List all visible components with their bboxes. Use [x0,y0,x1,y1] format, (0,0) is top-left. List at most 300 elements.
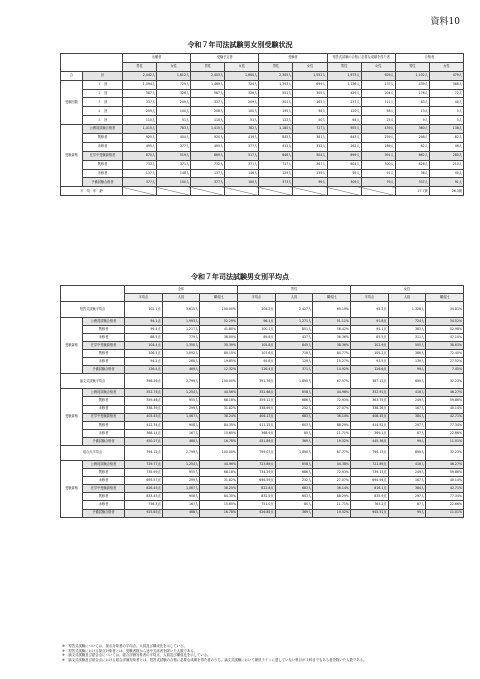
value-cell: 1,600人 [225,71,259,80]
value-cell: 858人 [275,461,313,469]
value-cell: 139人 [293,169,327,178]
table2-title: 令和７年司法試験男女別平均点 [191,273,289,281]
column-group-header: 出願者 [123,54,191,63]
value-cell: 391人 [361,151,395,160]
row-label: 未修者 [83,357,125,365]
value-cell: 12.32% [200,365,238,373]
value-cell: 19.52% [313,509,351,517]
value-cell: 955人 [327,125,361,134]
value-cell: 371人 [225,160,259,169]
value-cell: 15.65% [200,429,238,437]
row-group-label: 受験資格 [61,125,83,187]
value-cell: 100.00% [200,302,238,318]
value-cell: 297人 [388,421,426,429]
value-cell: 1,993人 [162,317,200,325]
column-header: 構成比 [313,294,351,302]
value-cell: 794.13点 [350,445,388,461]
section-row [61,445,464,461]
value-cell: 99人 [388,509,426,517]
value-cell: 368.14点 [125,429,163,437]
avg-score-table [60,285,464,518]
table-row [61,421,464,429]
value-cell: 723.89点 [237,461,275,469]
value-cell: 5人 [429,107,463,116]
value-cell: 925.85点 [125,509,163,517]
value-cell: 383人 [388,325,426,333]
value-cell: 88.29% [313,493,351,501]
value-cell: 377人 [191,178,225,187]
table1-title: 令和７年司法試験男女別受験状況 [187,41,293,49]
table-row [61,341,464,349]
value-cell: 50人 [293,116,327,125]
value-cell: 36.14% [313,485,351,493]
value-cell: 5人 [429,116,463,125]
value-cell: 604人 [327,160,361,169]
value-cell: 724人 [388,317,426,325]
table-row [61,349,464,357]
section-heading: 総合点平均点 [61,445,125,461]
value-cell: 517人 [225,151,259,160]
value-cell: 96.1点 [237,317,275,325]
table-row [61,116,464,125]
value-cell: 352.76点 [125,389,163,397]
footnote: ※ 論文式試験及び総合点における総合評価対象者とは、短答式試験の合格に必要な成績を得た者のうち、論文式試験において最低ラインに達していない科目が１科目でもある者を除いた人数である。 [62,657,367,662]
value-cell: 94.1点 [125,317,163,325]
value-cell: 734.29点 [237,469,275,477]
column-header: 人員 [388,294,426,302]
value-cell: 27.7歳 [395,187,429,196]
value-cell: 32.23% [426,445,464,461]
value-cell: 411人 [259,142,293,151]
value-cell: 68.18% [200,397,238,405]
value-cell: 107.6点 [237,349,275,357]
value-cell: 40.14% [426,405,464,413]
value-cell: 99人 [388,437,426,445]
value-cell: 40人 [429,98,463,107]
value-cell: 429人 [327,89,361,98]
table-row [61,80,464,89]
value-cell: 44.56% [200,389,238,397]
row-label: 予備試験合格者 [83,509,125,517]
value-cell: 77.34% [426,493,464,501]
value-cell: 1,415人 [191,125,225,134]
value-cell: 11.01% [426,437,464,445]
value-cell: 301人 [259,98,293,107]
value-cell: 167人 [162,501,200,509]
value-cell: 1,469人 [191,80,225,89]
value-cell: 398.26点 [125,373,163,389]
value-cell: 2,427人 [275,302,313,318]
value-cell: 377人 [225,142,259,151]
value-cell: 36.36% [313,333,351,341]
row-label: 未修者 [83,477,125,485]
value-cell: 439人 [361,125,395,134]
value-cell: 869人 [191,151,225,160]
value-cell: 87人 [388,429,426,437]
value-cell: 11.01% [426,509,464,517]
row-label: 予備試験合格者 [83,178,123,187]
value-cell: 52.29% [200,317,238,325]
table-row [61,98,464,107]
value-cell: 377人 [123,178,157,187]
corner-cell [61,54,123,72]
value-cell: 139人 [388,357,426,365]
value-cell: 72人 [429,89,463,98]
value-cell: 338.69点 [237,405,275,413]
value-cell: 102.1点 [125,302,163,318]
column-group-header: 短答式試験の合格に必要な成績を得た者 [327,54,395,63]
value-cell: 363.75点 [350,397,388,405]
value-cell: 1,494人 [123,80,157,89]
value-cell: 100人 [225,107,259,116]
value-cell: 67.77% [313,445,351,461]
value-cell: 779人 [162,333,200,341]
value-cell: 27.52% [426,357,464,365]
value-cell: 899人 [388,373,426,389]
value-cell: 51人 [157,116,191,125]
row-label: 公務員試験合格者 [83,389,125,397]
value-cell: 683人 [275,413,313,421]
value-cell: 82人 [429,134,463,143]
row-label: 未修者 [83,142,123,151]
section-row [61,302,464,318]
value-cell: 15.27% [313,357,351,365]
value-cell: 237人 [327,98,361,107]
row-label: 既修者 [83,397,125,405]
value-cell: 695.57点 [125,477,163,485]
value-cell: 34.52% [426,317,464,325]
value-cell: 835.9点 [350,493,388,501]
value-cell: 129人 [259,169,293,178]
value-cell: 929人 [361,71,395,80]
value-cell: 88.29% [313,421,351,429]
value-cell: 756.3点 [125,501,163,509]
value-cell: 19.52% [313,437,351,445]
value-cell: 338.26点 [350,405,388,413]
value-cell: 99人 [293,178,327,187]
value-cell: 1,102人 [395,71,429,80]
value-cell: 80.15% [200,349,238,357]
value-cell: 587人 [191,89,225,98]
value-cell: 309人 [327,178,361,187]
value-cell: 371人 [157,160,191,169]
value-cell: 1,552人 [293,71,327,80]
value-cell: 352.68点 [237,389,275,397]
value-cell: 1,393人 [259,80,293,89]
table-row [61,429,464,437]
value-cell: 58人 [361,107,395,116]
footnote: ※ 短答式試験における採点対象者とは、受験者数から途中欠席者を除いた人数である。 [62,648,198,653]
value-cell: 724人 [225,80,259,89]
value-cell: 437人 [275,333,313,341]
value-cell: 126.4点 [237,365,275,373]
section-heading: 論文式試験平均点 [61,373,125,389]
value-cell: 1,136人 [327,80,361,89]
row-label: ３ 回 [83,98,123,107]
row-label: 計 [83,71,123,80]
column-header: 男性 [191,62,225,71]
value-cell: 77.34% [426,421,464,429]
column-header: 男性 [259,62,293,71]
value-cell: 11.71% [313,501,351,509]
column-header: 人員 [275,294,313,302]
row-label: 公務員試験合格者 [83,317,125,325]
value-cell: 95.8点 [237,357,275,365]
value-cell: 945.51点 [350,509,388,517]
value-cell: 686人 [275,397,313,405]
table-row [61,71,464,80]
row-label: 在学中受験資格者 [83,485,125,493]
value-cell: 495人 [191,142,225,151]
value-cell: 126.4点 [125,365,163,373]
table-row [61,397,464,405]
value-cell: 504人 [293,151,327,160]
value-cell: 369.1点 [350,429,388,437]
empty-cell [361,187,395,196]
column-group-header: 合格者 [395,54,463,63]
value-cell: 95.2点 [350,302,388,318]
value-cell: 337人 [395,178,429,187]
value-cell: 204人 [361,89,395,98]
value-cell: 439人 [395,80,429,89]
column-header: 平均点 [237,294,275,302]
row-label: １ 回 [83,80,123,89]
value-cell: 721.89点 [350,461,388,469]
value-cell: 137人 [361,80,395,89]
value-cell: 2,305人 [259,71,293,80]
value-cell: 22.66% [426,501,464,509]
value-cell: 799.07点 [237,445,275,461]
row-label: 在学中受験資格者 [83,341,125,349]
value-cell: 408.45点 [350,413,388,421]
table-row [61,509,464,517]
value-cell: 249人 [388,397,426,405]
row-label: 予備試験合格者 [83,437,125,445]
empty-cell [293,187,327,196]
value-cell: 683人 [275,485,313,493]
value-cell: 359.46点 [125,397,163,405]
value-cell: 195人 [259,107,293,116]
row-label: 未修者 [83,429,125,437]
value-cell: 782人 [225,125,259,134]
value-cell: 95人 [327,169,361,178]
value-cell: 858人 [275,389,313,397]
value-cell: 360人 [395,125,429,134]
value-cell: 1,271人 [275,317,313,325]
table-row [61,477,464,485]
value-cell: 694.94点 [350,477,388,485]
value-cell: 419人 [225,134,259,143]
table-row [61,160,464,169]
value-cell: 405.45点 [125,413,163,421]
row-label: 未修者 [83,333,125,341]
value-cell: 84.77% [313,349,351,357]
value-cell: 56.42% [313,325,351,333]
value-cell: 751.0点 [237,501,275,509]
row-label: 公務員試験合格者 [83,125,123,134]
value-cell: 1,067人 [162,413,200,421]
value-cell: 451.89点 [237,437,275,445]
value-cell: 816.1点 [350,485,388,493]
value-cell: 832.5点 [237,493,275,501]
value-cell: 846人 [259,151,293,160]
value-cell: 63人 [395,98,429,107]
row-label: ２ 回 [83,89,123,98]
value-cell: 337人 [123,98,157,107]
value-cell: 297人 [388,493,426,501]
section-heading: 短答式試験平均点 [61,302,125,318]
value-cell: 845人 [259,134,293,143]
column-header: 女性 [429,62,463,71]
table-row [61,187,464,196]
value-cell: 120人 [327,107,361,116]
value-cell: 62人 [395,142,429,151]
row-label: 未修者 [83,501,125,509]
value-cell: 35.39% [200,341,238,349]
value-cell: 716人 [275,349,313,357]
value-cell: 209人 [225,98,259,107]
value-cell: 7.45% [426,365,464,373]
column-group-header: 女性 [350,286,463,294]
value-cell: 138人 [429,125,463,134]
column-group-header: 受験予定者 [191,54,259,63]
value-cell: 926.85点 [237,509,275,517]
table-row [61,469,464,477]
value-cell: 391.76点 [237,373,275,389]
empty-cell [157,187,191,196]
value-cell: 505人 [388,341,426,349]
table-row [61,389,464,397]
value-cell: 40.14% [426,477,464,485]
value-cell: 51人 [225,116,259,125]
value-cell: 729.77点 [125,461,163,469]
value-cell: 16.78% [200,437,238,445]
value-cell: 167人 [388,405,426,413]
value-cell: 72.93% [313,469,351,477]
row-label: 在学中受験資格者 [83,151,123,160]
value-cell: 19.85% [200,357,238,365]
value-cell: 38.36% [313,341,351,349]
value-cell: 100.00% [200,445,238,461]
value-cell: 908人 [162,421,200,429]
value-cell: 99.4点 [125,325,163,333]
value-cell: 137人 [123,169,157,178]
value-cell: 371人 [275,365,313,373]
row-label: 既修者 [83,493,125,501]
section-row [61,373,464,389]
value-cell: 373人 [259,178,293,187]
value-cell: 1,415人 [123,125,157,134]
value-cell: 298人 [395,134,429,143]
value-cell: 59.86% [426,397,464,405]
table-row [61,501,464,509]
value-cell: 337人 [191,98,225,107]
value-cell: 851人 [275,325,313,333]
value-cell: 15.65% [200,501,238,509]
row-label: 既修者 [83,160,123,169]
value-cell: 47.10% [426,333,464,341]
table-row [61,89,464,98]
empty-cell [191,187,225,196]
value-cell: 1,092人 [162,349,200,357]
row-label: 予備試験合格者 [83,365,125,373]
value-cell: 1,890人 [275,373,313,389]
value-cell: 794.12点 [125,445,163,461]
value-cell: 603人 [275,421,313,429]
value-cell: 249人 [388,469,426,477]
value-cell: 1,328人 [388,302,426,318]
table-row [61,125,464,134]
value-cell: 763.2点 [350,501,388,509]
value-cell: 412.34点 [125,421,163,429]
table-row [61,461,464,469]
column-header: 女性 [225,62,259,71]
value-cell: 406.13点 [237,413,275,421]
column-header: 人員 [162,294,200,302]
value-cell: 34.81% [426,302,464,318]
value-cell: 104.4点 [125,341,163,349]
value-cell: 1,067人 [162,485,200,493]
value-cell: 80人 [275,501,313,509]
row-group-label: 合 [61,71,83,80]
value-cell: 38.63% [426,341,464,349]
value-cell: 696.59点 [237,477,275,485]
table-row [61,357,464,365]
value-cell: 165人 [293,98,327,107]
value-cell: 920人 [123,134,157,143]
value-cell: 129人 [275,357,313,365]
value-cell: 167人 [388,477,426,485]
value-cell: 870人 [123,151,157,160]
column-header: 構成比 [200,294,238,302]
value-cell: 338.39点 [125,405,163,413]
value-cell: 100人 [157,178,191,187]
table-row [61,317,464,325]
value-cell: 305人 [293,89,327,98]
value-cell: 104.2点 [237,302,275,318]
value-cell: 210人 [429,160,463,169]
row-label: ４ 回 [83,107,123,116]
value-cell: 416人 [388,389,426,397]
value-cell: 89.8点 [237,333,275,341]
value-cell: 377人 [157,142,191,151]
value-cell: 699人 [293,80,327,89]
empty-cell [259,187,293,196]
value-cell: 148人 [157,169,191,178]
value-cell: 833.45点 [125,493,163,501]
value-cell: 899人 [388,445,426,461]
empty-cell [225,187,259,196]
value-cell: 384人 [388,485,426,493]
value-cell: 64人 [327,116,361,125]
value-cell: 386人 [388,349,426,357]
table-row [61,142,464,151]
value-cell: 13人 [395,107,429,116]
table-row [61,178,464,187]
value-cell: 732人 [191,160,225,169]
value-cell: 381人 [293,134,327,143]
value-cell: 551人 [259,89,293,98]
value-cell: 450.27点 [125,437,163,445]
value-cell: 11.71% [313,429,351,437]
value-cell: 38.00% [200,333,238,341]
row-label: 未修者 [83,169,123,178]
row-label: 既修者 [83,421,125,429]
value-cell: 411.15点 [237,421,275,429]
value-cell: 2,442人 [123,71,157,80]
row-group-label: 受験資格 [61,317,83,373]
value-cell: 176人 [395,89,429,98]
